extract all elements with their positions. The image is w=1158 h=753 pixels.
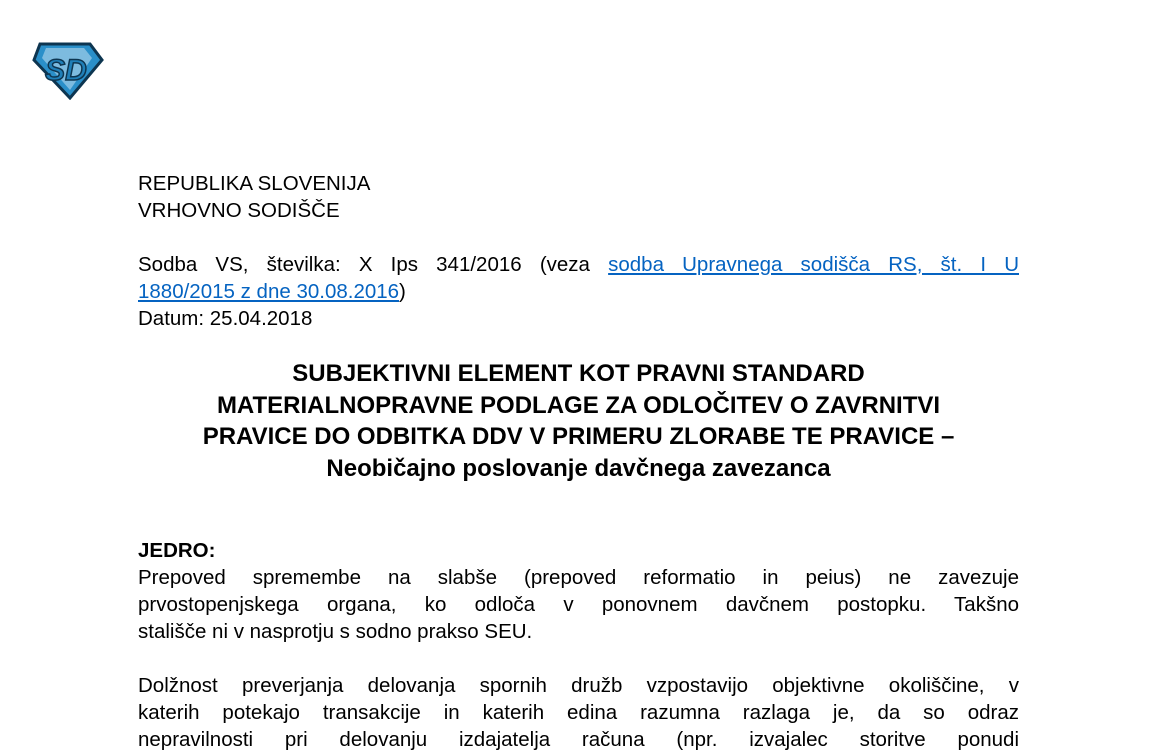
title-line: SUBJEKTIVNI ELEMENT KOT PRAVNI STANDARD [292,360,865,387]
title-line: Neobičajno poslovanje davčnega zavezanca [326,454,831,482]
svg-text:SD: SD [45,54,87,87]
document-title [138,358,1019,484]
paragraph-line: stališče ni v nasprotju s sodno prakso SEU. [138,620,533,643]
paragraph-line: Prepoved spremembe na slabše (prepoved reformatio in peius) ne zavezuje [138,566,1019,589]
jedro-section [138,537,1019,753]
citation [138,251,1019,332]
header-line-1: REPUBLIKA SLOVENIJA [138,172,371,195]
header-line-2: VRHOVNO SODIŠČE [138,199,340,222]
citation-line-2 [138,278,1019,305]
jedro-heading: JEDRO: [138,539,216,562]
title-line: PRAVICE DO ODBITKA DDV V PRIMERU ZLORABE TE PRAVICE – [202,423,955,450]
judgment-date: Datum: 25.04.2018 [138,307,313,330]
title-line: MATERIALNOPRAVNE PODLAGE ZA ODLOČITEV O ZAVRNITVI [216,391,941,419]
court-logo [32,40,104,100]
citation-prefix: Sodba VS, številka: X Ips 341/2016 (veza [138,253,590,276]
paragraph-line: katerih potekajo transakcije in katerih edina razumna razlaga je, da so odraz [138,701,1019,724]
paragraph-line: prvostopenjskega organa, ko odloča v ponovnem davčnem postopku. Takšno [138,593,1019,616]
lower-court-judgment-link[interactable]: sodba Upravnega sodišča RS, št. I U [608,253,1019,276]
paragraph-line: nepravilnosti pri delovanju izdajatelja računa (npr. izvajalec storitve ponudi [138,728,1019,751]
lower-court-judgment-link-cont[interactable]: 1880/2015 z dne 30.08.2016 [138,280,400,303]
citation-line-1 [138,251,1019,278]
paragraph-line: Dolžnost preverjanja delovanja spornih družb vzpostavijo objektivne okoliščine, v [138,674,1019,697]
court-header [138,170,1019,224]
citation-suffix: ) [399,280,406,303]
